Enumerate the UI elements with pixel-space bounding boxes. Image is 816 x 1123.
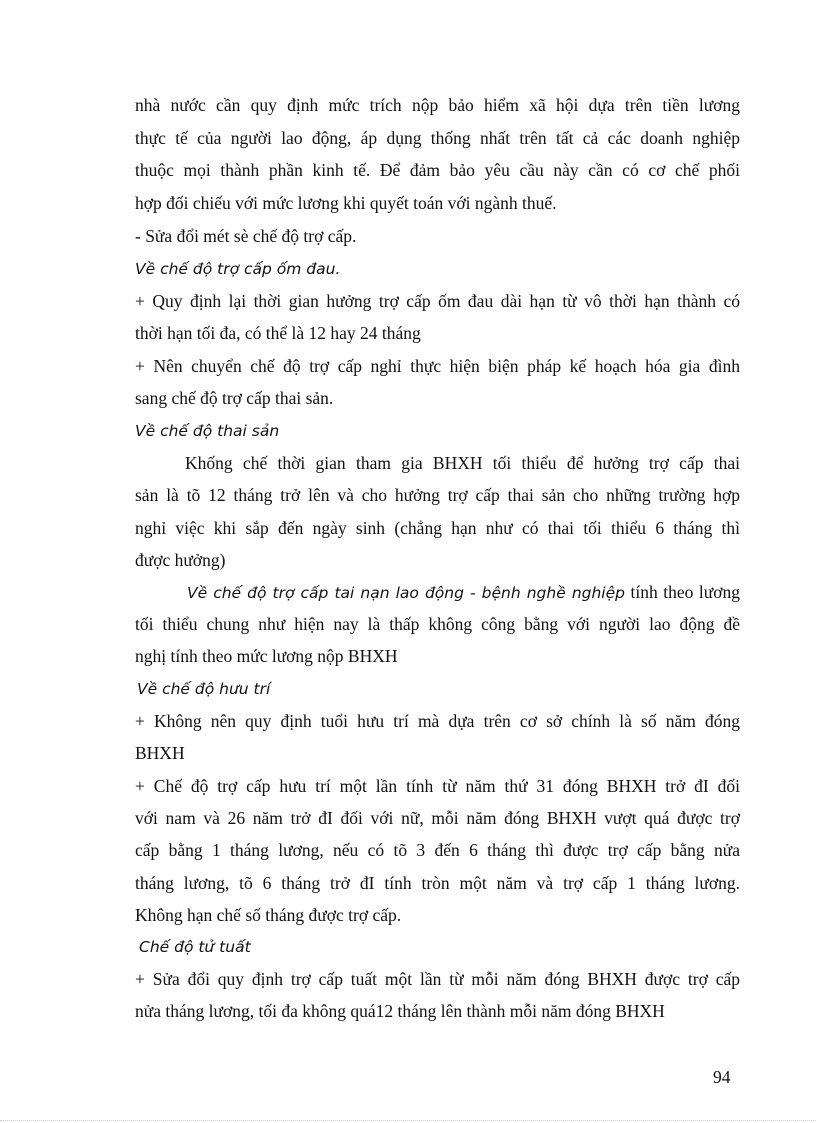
body-text-line: nửa tháng lương, tối đa không quá12 tháng lên thành mỗi năm đóng BHXH bbox=[135, 1001, 665, 1021]
body-text-line: cấp bằng 1 tháng lương, nếu có tõ 3 đến 6 tháng thì được trợ cấp bằng nửa bbox=[135, 840, 740, 860]
section-heading-retirement: Về chế độ hưu trí bbox=[137, 680, 271, 698]
body-text-line: thực tế của người lao động, áp dụng thống nhất trên tất cả các doanh nghiệp bbox=[135, 128, 740, 148]
body-text-fragment: tính theo lương bbox=[625, 582, 740, 602]
body-text-line: tháng lương, tõ 6 tháng trở đI tính tròn một năm và trợ cấp 1 tháng lương. bbox=[135, 873, 740, 893]
section-heading-maternity: Về chế độ thai sản bbox=[135, 422, 280, 440]
body-text-line: với nam và 26 năm trở đI đối với nữ, mỗi năm đóng BHXH vượt quá được trợ bbox=[135, 808, 740, 828]
body-text-line: sang chế độ trợ cấp thai sản. bbox=[135, 388, 334, 408]
body-text-line: thuộc mọi thành phần kinh tế. Để đảm bảo yêu cầu này cần có cơ chế phối bbox=[135, 160, 740, 180]
body-text-line: + Sửa đổi quy định trợ cấp tuất một lần từ mỗi năm đóng BHXH được trợ cấp bbox=[135, 969, 740, 989]
mixed-text-line bbox=[187, 581, 740, 604]
section-heading-survivorship: Chế độ tử tuất bbox=[139, 938, 251, 956]
body-text-line: + Nên chuyển chế độ trợ cấp nghỉ thực hiện biện pháp kế hoạch hóa gia đình bbox=[135, 356, 740, 376]
body-text-line: tối thiểu chung như hiện nay là thấp không công bằng với người lao động đề bbox=[135, 614, 740, 634]
list-item-text: - Sửa đổi mét sè chế độ trợ cấp. bbox=[135, 226, 357, 246]
body-text-line: nghỉ việc khi sắp đến ngày sinh (chẳng hạn như có thai tối thiểu 6 tháng thì bbox=[135, 518, 740, 538]
page-number: 94 bbox=[713, 1067, 731, 1087]
section-heading-occupational: Về chế độ trợ cấp tai nạn lao động - bệnh nghề nghiệp bbox=[187, 584, 625, 602]
body-text-line: + Không nên quy định tuổi hưu trí mà dựa trên cơ sở chính là số năm đóng bbox=[135, 711, 740, 731]
body-text-line: thời hạn tối đa, có thể là 12 hay 24 tháng bbox=[135, 323, 421, 343]
body-text-line: nhà nước cần quy định mức trích nộp bảo hiểm xã hội dựa trên tiền lương bbox=[135, 95, 740, 115]
page-bottom-rule bbox=[0, 1120, 816, 1121]
body-text-line: Khống chế thời gian tham gia BHXH tối thiểu để hưởng trợ cấp thai bbox=[185, 453, 740, 473]
body-text-line: được hưởng) bbox=[135, 550, 226, 570]
body-text-line: nghị tính theo mức lương nộp BHXH bbox=[135, 646, 398, 666]
body-text-line: Không hạn chế số tháng được trợ cấp. bbox=[135, 905, 402, 925]
body-text-line: + Quy định lại thời gian hưởng trợ cấp ốm đau dài hạn từ vô thời hạn thành có bbox=[135, 291, 740, 311]
body-text-line: + Chế độ trợ cấp hưu trí một lần tính từ năm thứ 31 đóng BHXH trở đI đối bbox=[135, 776, 740, 796]
body-text-line: hợp đối chiếu với mức lương khi quyết toán với ngành thuế. bbox=[135, 193, 557, 213]
body-text-line: BHXH bbox=[135, 743, 185, 763]
section-heading-sick-leave: Về chế độ trợ cấp ốm đau. bbox=[135, 260, 341, 278]
body-text-line: sản là tõ 12 tháng trở lên và cho hưởng trợ cấp thai sản cho những trường hợp bbox=[135, 485, 740, 505]
